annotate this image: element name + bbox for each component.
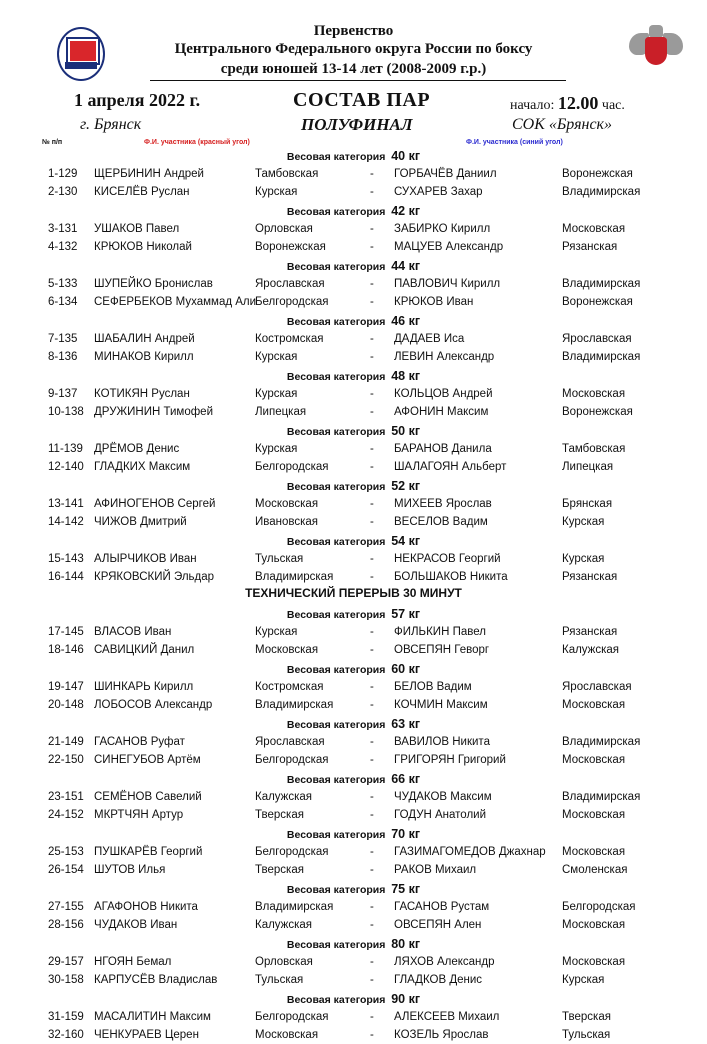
red-corner-region: Ярославская [255, 278, 325, 290]
blue-corner-name: СУХАРЕВ Захар [394, 185, 483, 198]
weight-category-value: 52 кг [391, 479, 421, 493]
header-line-2: Центрального Федерального округа России по боксу [174, 41, 533, 57]
red-corner-region: Воронежская [255, 240, 326, 253]
blue-corner-name: ВАВИЛОВ Никита [394, 736, 490, 748]
vs-dash: - [370, 278, 374, 290]
red-corner-name: КИСЕЛЁВ Руслан [94, 185, 190, 198]
bout-number: 1-129 [48, 168, 78, 180]
start-label: начало: [510, 98, 555, 113]
blue-corner-name: КОЧМИН Максим [394, 698, 488, 711]
red-corner-name: ЧИЖОВ Дмитрий [94, 515, 187, 528]
vs-dash: - [370, 681, 374, 693]
bout-row [0, 1009, 707, 1026]
blue-corner-region: Московская [562, 388, 626, 400]
weight-category-label: Весовая категория [286, 994, 386, 1006]
red-corner-name: СЕФЕРБЕКОВ Мухаммад Али [94, 295, 257, 308]
blue-corner-region: Курская [562, 515, 605, 528]
blue-corner-region: Московская [562, 753, 626, 766]
vs-dash: - [370, 643, 374, 656]
vs-dash: - [370, 295, 374, 308]
red-corner-name: АФИНОГЕНОВ Сергей [94, 498, 216, 510]
red-corner-region: Белгородская [255, 846, 329, 858]
vs-dash: - [370, 846, 374, 858]
vs-dash: - [370, 405, 374, 418]
blue-corner-name: ЗАБИРКО Кирилл [394, 223, 491, 235]
weight-category-header [0, 533, 707, 550]
bout-row [0, 862, 707, 879]
red-corner-region: Ивановская [255, 515, 319, 528]
weight-category-label: Весовая категория [286, 261, 386, 273]
weight-category-value: 60 кг [391, 662, 421, 676]
blue-corner-region: Воронежская [562, 405, 633, 418]
red-corner-name: САВИЦКИЙ Данил [94, 643, 195, 656]
red-corner-region: Курская [255, 350, 298, 363]
blue-corner-region: Курская [562, 973, 605, 986]
blue-corner-name: МАЦУЕВ Александр [394, 240, 504, 253]
blue-corner-region: Владимирская [562, 350, 641, 363]
blue-corner-region: Липецкая [562, 460, 614, 473]
weight-category-header [0, 148, 707, 165]
blue-corner-region: Воронежская [562, 295, 633, 308]
blue-corner-name: КРЮКОВ Иван [394, 295, 474, 308]
header-line-1: Первенство [313, 23, 394, 39]
blue-corner-region: Калужская [562, 643, 620, 656]
red-corner-name: ЧУДАКОВ Иван [94, 918, 178, 931]
blue-corner-name: КОЗЕЛЬ Ярослав [394, 1028, 489, 1041]
red-corner-name: ВЛАСОВ Иван [94, 626, 172, 638]
red-corner-name: КАРПУСЁВ Владислав [94, 973, 218, 986]
bout-number: 2-130 [48, 185, 78, 198]
bout-row [0, 496, 707, 513]
weight-category-label: Весовая категория [286, 664, 386, 676]
red-corner-region: Московская [255, 1028, 319, 1041]
weight-category-label: Весовая категория [286, 426, 386, 438]
weight-category-label: Весовая категория [286, 939, 386, 951]
red-corner-region: Калужская [255, 918, 313, 931]
weight-category-value: 54 кг [391, 534, 421, 548]
red-corner-region: Орловская [255, 956, 313, 968]
red-corner-region: Костромская [255, 681, 324, 693]
vs-dash: - [370, 443, 374, 455]
bout-number: 11-139 [48, 443, 83, 455]
bout-number: 8-136 [48, 350, 78, 363]
blue-corner-region: Московская [562, 846, 626, 858]
bout-number: 24-152 [48, 808, 84, 821]
technical-break-notice: ТЕХНИЧЕСКИЙ ПЕРЕРЫВ 30 МИНУТ [245, 586, 462, 600]
red-corner-name: ЩЕРБИНИН Андрей [94, 168, 204, 180]
blue-corner-region: Московская [562, 808, 626, 821]
red-corner-name: ЧЕНКУРАЕВ Церен [94, 1028, 199, 1041]
bout-row [0, 899, 707, 916]
blue-corner-name: ГОРБАЧЁВ Даниил [394, 168, 497, 180]
blue-corner-name: ЧУДАКОВ Максим [394, 791, 492, 803]
weight-category-header [0, 423, 707, 440]
red-corner-region: Владимирская [255, 698, 334, 711]
bout-row [0, 459, 707, 476]
red-corner-region: Белгородская [255, 460, 329, 473]
bout-row [0, 624, 707, 641]
red-corner-name: СЕМЁНОВ Савелий [94, 791, 202, 803]
red-corner-region: Липецкая [255, 405, 307, 418]
weight-category-header [0, 771, 707, 788]
bout-number: 26-154 [48, 863, 84, 876]
blue-corner-name: МИХЕЕВ Ярослав [394, 498, 492, 510]
bout-row [0, 569, 707, 586]
weight-category-label: Весовая категория [286, 884, 386, 896]
red-corner-region: Тверская [255, 808, 304, 821]
vs-dash: - [370, 223, 374, 235]
vs-dash: - [370, 498, 374, 510]
bout-number: 4-132 [48, 240, 78, 253]
bout-row [0, 404, 707, 421]
event-city: г. Брянск [80, 116, 142, 133]
red-corner-region: Курская [255, 185, 298, 198]
bout-number: 19-147 [48, 681, 84, 693]
red-corner-name: КРЮКОВ Николай [94, 240, 192, 253]
red-corner-region: Костромская [255, 333, 324, 345]
weight-category-value: 40 кг [391, 149, 421, 163]
blue-corner-region: Тверская [562, 1011, 611, 1023]
bout-number: 30-158 [48, 973, 84, 986]
blue-corner-region: Смоленская [562, 863, 628, 876]
blue-corner-region: Рязанская [562, 240, 618, 253]
red-corner-name: ДРУЖИНИН Тимофей [94, 405, 213, 418]
bout-row [0, 697, 707, 714]
blue-corner-name: ГРИГОРЯН Григорий [394, 753, 506, 766]
blue-corner-name: АФОНИН Максим [394, 405, 489, 418]
red-corner-name: ПУШКАРЁВ Георгий [94, 846, 203, 858]
vs-dash: - [370, 460, 374, 473]
vs-dash: - [370, 570, 374, 583]
red-corner-name: ГЛАДКИХ Максим [94, 460, 191, 473]
weight-category-label: Весовая категория [286, 719, 386, 731]
red-corner-region: Ярославская [255, 736, 325, 748]
bout-number: 10-138 [48, 405, 84, 418]
red-corner-name: ШУТОВ Илья [94, 863, 166, 876]
blue-corner-name: ШАЛАГОЯН Альберт [394, 460, 507, 473]
bout-row [0, 386, 707, 403]
bout-row [0, 441, 707, 458]
header-divider [150, 80, 566, 81]
blue-corner-name: ОВСЕПЯН Геворг [394, 643, 490, 656]
blue-corner-name: РАКОВ Михаил [394, 863, 477, 876]
bout-row [0, 1027, 707, 1044]
vs-dash: - [370, 350, 374, 363]
bout-row [0, 954, 707, 971]
weight-category-value: 80 кг [391, 937, 421, 951]
bout-row [0, 294, 707, 311]
weight-category-header [0, 313, 707, 330]
bout-number: 12-140 [48, 460, 84, 473]
blue-corner-region: Московская [562, 956, 626, 968]
red-corner-name: АГАФОНОВ Никита [94, 901, 198, 913]
bout-row [0, 789, 707, 806]
bout-number: 15-143 [48, 553, 84, 565]
bout-row [0, 642, 707, 659]
vs-dash: - [370, 1028, 374, 1041]
stage-title: ПОЛУФИНАЛ [301, 115, 413, 134]
blue-corner-region: Ярославская [562, 681, 632, 693]
vs-dash: - [370, 240, 374, 253]
bout-number: 28-156 [48, 918, 84, 931]
bout-row [0, 679, 707, 696]
bout-row [0, 221, 707, 238]
red-corner-name: УШАКОВ Павел [94, 223, 180, 235]
red-corner-region: Белгородская [255, 1011, 329, 1023]
bout-number: 20-148 [48, 698, 84, 711]
blue-corner-name: ГАЗИМАГОМЕДОВ Джахнар [394, 846, 546, 858]
red-corner-region: Тамбовская [255, 168, 319, 180]
bout-row [0, 239, 707, 256]
weight-category-value: 70 кг [391, 827, 421, 841]
blue-corner-name: ПАВЛОВИЧ Кирилл [394, 278, 501, 290]
bout-number: 23-151 [48, 791, 84, 803]
vs-dash: - [370, 1011, 374, 1023]
blue-corner-name: ОВСЕПЯН Ален [394, 918, 482, 931]
red-corner-name: ШУПЕЙКО Бронислав [94, 278, 213, 290]
weight-category-header [0, 936, 707, 953]
bout-row [0, 917, 707, 934]
weight-category-value: 50 кг [391, 424, 421, 438]
weight-category-header [0, 258, 707, 275]
vs-dash: - [370, 388, 374, 400]
bout-row [0, 972, 707, 989]
weight-category-header [0, 826, 707, 843]
weight-category-value: 42 кг [391, 204, 421, 218]
bout-row [0, 166, 707, 183]
start-time-value: 12.00 [557, 93, 599, 113]
vs-dash: - [370, 553, 374, 565]
vs-dash: - [370, 515, 374, 528]
vs-dash: - [370, 626, 374, 638]
bout-number: 25-153 [48, 846, 84, 858]
vs-dash: - [370, 168, 374, 180]
red-corner-name: КОТИКЯН Руслан [94, 388, 190, 400]
bout-row [0, 734, 707, 751]
bout-number: 13-141 [48, 498, 84, 510]
document-title: СОСТАВ ПАР [293, 89, 431, 111]
blue-corner-region: Белгородская [562, 901, 636, 913]
blue-corner-region: Тамбовская [562, 443, 626, 455]
vs-dash: - [370, 736, 374, 748]
weight-category-label: Весовая категория [286, 481, 386, 493]
blue-corner-region: Рязанская [562, 570, 618, 583]
blue-corner-name: ДАДАЕВ Иса [394, 333, 465, 345]
blue-corner-name: ВЕСЕЛОВ Вадим [394, 515, 488, 528]
weight-category-label: Весовая категория [286, 536, 386, 548]
weight-category-header [0, 368, 707, 385]
red-corner-name: ДРЁМОВ Денис [94, 443, 180, 455]
red-corner-region: Московская [255, 643, 319, 656]
blue-corner-name: ФИЛЬКИН Павел [394, 626, 486, 638]
weight-category-label: Весовая категория [286, 371, 386, 383]
bout-number: 5-133 [48, 278, 78, 290]
blue-corner-region: Московская [562, 223, 626, 235]
vs-dash: - [370, 863, 374, 876]
weight-category-value: 46 кг [391, 314, 421, 328]
blue-corner-region: Владимирская [562, 736, 641, 748]
bout-number: 32-160 [48, 1028, 84, 1041]
bout-number: 3-131 [48, 223, 78, 235]
blue-corner-region: Ярославская [562, 333, 632, 345]
blue-corner-name: БОЛЬШАКОВ Никита [394, 570, 508, 583]
red-corner-region: Белгородская [255, 295, 329, 308]
red-corner-region: Курская [255, 626, 298, 638]
blue-corner-name: ГЛАДКОВ Денис [394, 973, 483, 986]
red-corner-region: Курская [255, 388, 298, 400]
bout-number: 7-135 [48, 333, 78, 345]
bout-number: 17-145 [48, 626, 84, 638]
start-time [510, 93, 625, 114]
bout-number: 6-134 [48, 295, 78, 308]
header-line-3: среди юношей 13-14 лет (2008-2009 г.р.) [220, 61, 487, 77]
red-corner-region: Московская [255, 498, 319, 510]
event-date: 1 апреля 2022 г. [74, 90, 201, 110]
bout-row [0, 514, 707, 531]
red-corner-region: Владимирская [255, 901, 334, 913]
vs-dash: - [370, 918, 374, 931]
red-corner-name: МКРТЧЯН Артур [94, 808, 184, 821]
weight-category-header [0, 203, 707, 220]
blue-corner-name: ЛЕВИН Александр [394, 350, 495, 363]
vs-dash: - [370, 698, 374, 711]
start-unit: час. [601, 98, 625, 113]
red-corner-name: НГОЯН Бемал [94, 956, 172, 968]
weight-category-value: 57 кг [391, 607, 421, 621]
bout-row [0, 349, 707, 366]
weight-category-header [0, 478, 707, 495]
bout-row [0, 184, 707, 201]
blue-corner-region: Владимирская [562, 791, 641, 803]
weight-category-label: Весовая категория [286, 316, 386, 328]
red-corner-name: МАСАЛИТИН Максим [94, 1011, 211, 1023]
red-corner-region: Калужская [255, 791, 313, 803]
blue-corner-name: БАРАНОВ Данила [394, 443, 492, 455]
vs-dash: - [370, 333, 374, 345]
blue-corner-region: Курская [562, 553, 605, 565]
blue-corner-name: НЕКРАСОВ Георгий [394, 553, 501, 565]
blue-corner-region: Владимирская [562, 185, 641, 198]
column-header-blue-corner: Ф.И. участника (синий угол) [466, 139, 563, 146]
red-corner-name: ШАБАЛИН Андрей [94, 333, 195, 345]
bout-number: 9-137 [48, 388, 78, 400]
blue-corner-name: ГАСАНОВ Рустам [394, 901, 490, 913]
blue-corner-name: АЛЕКСЕЕВ Михаил [394, 1011, 500, 1023]
red-corner-region: Владимирская [255, 570, 334, 583]
column-header-number: № п/п [42, 139, 63, 146]
weight-category-header [0, 881, 707, 898]
weight-category-header [0, 606, 707, 623]
weight-category-header [0, 991, 707, 1008]
blue-corner-name: ЛЯХОВ Александр [394, 956, 495, 968]
red-corner-name: ГАСАНОВ Руфат [94, 736, 185, 748]
vs-dash: - [370, 808, 374, 821]
blue-corner-name: ГОДУН Анатолий [394, 808, 486, 821]
column-header-red-corner: Ф.И. участника (красный угол) [144, 139, 250, 146]
weight-category-value: 48 кг [391, 369, 421, 383]
bout-number: 16-144 [48, 570, 84, 583]
weight-category-header [0, 716, 707, 733]
event-venue: СОК «Брянск» [512, 116, 613, 133]
red-corner-name: КРЯКОВСКИЙ Эльдар [94, 570, 215, 583]
vs-dash: - [370, 973, 374, 986]
weight-category-value: 90 кг [391, 992, 421, 1006]
bout-row [0, 551, 707, 568]
weight-category-label: Весовая категория [286, 829, 386, 841]
bout-number: 31-159 [48, 1011, 84, 1023]
red-corner-region: Белгородская [255, 753, 329, 766]
bout-number: 14-142 [48, 515, 84, 528]
red-corner-name: СИНЕГУБОВ Артём [94, 753, 201, 766]
bout-number: 22-150 [48, 753, 84, 766]
bout-row [0, 331, 707, 348]
weight-category-value: 44 кг [391, 259, 421, 273]
blue-corner-region: Брянская [562, 498, 613, 510]
blue-corner-region: Московская [562, 918, 626, 931]
bout-number: 27-155 [48, 901, 84, 913]
blue-corner-region: Владимирская [562, 278, 641, 290]
bout-number: 29-157 [48, 956, 84, 968]
bout-row [0, 276, 707, 293]
weight-category-value: 75 кг [391, 882, 421, 896]
red-corner-name: ЛОБОСОВ Александр [94, 698, 213, 711]
bout-number: 18-146 [48, 643, 84, 656]
weight-category-value: 66 кг [391, 772, 421, 786]
weight-category-value: 63 кг [391, 717, 421, 731]
blue-corner-region: Воронежская [562, 168, 633, 180]
bout-row [0, 844, 707, 861]
weight-category-label: Весовая категория [286, 151, 386, 163]
vs-dash: - [370, 791, 374, 803]
blue-corner-region: Тульская [562, 1028, 611, 1041]
red-corner-region: Тульская [255, 553, 304, 565]
weight-category-label: Весовая категория [286, 206, 386, 218]
weight-category-header [0, 661, 707, 678]
red-corner-region: Курская [255, 443, 298, 455]
weight-category-label: Весовая категория [286, 774, 386, 786]
vs-dash: - [370, 901, 374, 913]
red-corner-region: Орловская [255, 223, 313, 235]
vs-dash: - [370, 753, 374, 766]
bout-row [0, 752, 707, 769]
weight-category-label: Весовая категория [286, 609, 386, 621]
bout-row [0, 807, 707, 824]
blue-corner-region: Московская [562, 698, 626, 711]
red-corner-name: АЛЫРЧИКОВ Иван [94, 553, 197, 565]
blue-corner-region: Рязанская [562, 626, 618, 638]
red-corner-name: ШИНКАРЬ Кирилл [94, 681, 194, 693]
red-corner-region: Тульская [255, 973, 304, 986]
vs-dash: - [370, 956, 374, 968]
red-corner-region: Тверская [255, 863, 304, 876]
red-corner-name: МИНАКОВ Кирилл [94, 350, 194, 363]
bout-number: 21-149 [48, 736, 84, 748]
blue-corner-name: БЕЛОВ Вадим [394, 681, 472, 693]
vs-dash: - [370, 185, 374, 198]
blue-corner-name: КОЛЬЦОВ Андрей [394, 388, 493, 400]
